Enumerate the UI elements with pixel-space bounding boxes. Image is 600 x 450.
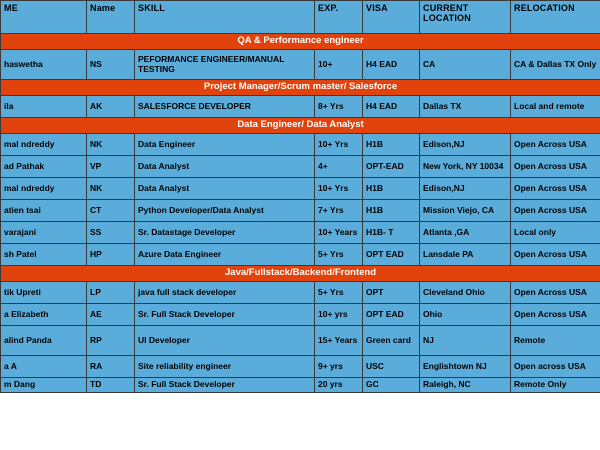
cell-visa: OPT-EAD <box>363 156 420 178</box>
cell-visa: USC <box>363 356 420 378</box>
cell-exp: 7+ Yrs <box>315 200 363 222</box>
cell-shortname: VP <box>87 156 135 178</box>
cell-relocation: Open Across USA <box>511 134 600 156</box>
cell-shortname: AK <box>87 96 135 118</box>
cell-location: New York, NY 10034 <box>420 156 511 178</box>
cell-name: ila <box>1 96 87 118</box>
cell-location: Dallas TX <box>420 96 511 118</box>
table-row[interactable] <box>1 156 600 178</box>
cell-shortname: TD <box>87 378 135 393</box>
cell-name: m Dang <box>1 378 87 393</box>
column-header-relocation: RELOCATION <box>511 1 600 34</box>
cell-shortname: AE <box>87 304 135 326</box>
column-header-shortname: Name <box>87 1 135 34</box>
cell-shortname: NS <box>87 50 135 80</box>
cell-relocation: Open Across USA <box>511 282 600 304</box>
cell-visa: H1B <box>363 178 420 200</box>
cell-exp: 10+ <box>315 50 363 80</box>
section-label: Data Engineer/ Data Analyst <box>1 118 600 134</box>
table-row[interactable] <box>1 378 600 393</box>
cell-name: ad Pathak <box>1 156 87 178</box>
cell-visa: GC <box>363 378 420 393</box>
section-label: QA & Performance engineer <box>1 34 600 50</box>
table-row[interactable] <box>1 50 600 80</box>
table-row[interactable] <box>1 96 600 118</box>
section-label: Java/Fullstack/Backend/Frontend <box>1 266 600 282</box>
section-row <box>1 266 600 282</box>
table-row[interactable] <box>1 356 600 378</box>
cell-skill: Data Analyst <box>135 178 315 200</box>
section-row <box>1 34 600 50</box>
section-row <box>1 118 600 134</box>
table-row[interactable] <box>1 282 600 304</box>
cell-exp: 10+ Yrs <box>315 178 363 200</box>
section-row <box>1 80 600 96</box>
cell-location: Edison,NJ <box>420 178 511 200</box>
cell-skill: Sr. Datastage Developer <box>135 222 315 244</box>
cell-location: Lansdale PA <box>420 244 511 266</box>
cell-shortname: RA <box>87 356 135 378</box>
cell-skill: Sr. Full Stack Developer <box>135 378 315 393</box>
cell-shortname: HP <box>87 244 135 266</box>
table-row[interactable] <box>1 200 600 222</box>
cell-location: Cleveland Ohio <box>420 282 511 304</box>
cell-location: CA <box>420 50 511 80</box>
cell-exp: 5+ Yrs <box>315 244 363 266</box>
cell-shortname: LP <box>87 282 135 304</box>
cell-name: tik Upreti <box>1 282 87 304</box>
cell-shortname: NK <box>87 134 135 156</box>
section-label: Project Manager/Scrum master/ Salesforce <box>1 80 600 96</box>
cell-location: Englishtown NJ <box>420 356 511 378</box>
cell-skill: Site reliability engineer <box>135 356 315 378</box>
table-row[interactable] <box>1 244 600 266</box>
table-row[interactable] <box>1 178 600 200</box>
cell-name: mal ndreddy <box>1 178 87 200</box>
column-header-current-location: CURRENT LOCATION <box>420 1 511 34</box>
cell-name: a Elizabeth <box>1 304 87 326</box>
cell-shortname: NK <box>87 178 135 200</box>
cell-relocation: Open Across USA <box>511 244 600 266</box>
cell-exp: 5+ Yrs <box>315 282 363 304</box>
cell-name: mal ndreddy <box>1 134 87 156</box>
cell-shortname: CT <box>87 200 135 222</box>
cell-skill: Python Developer/Data Analyst <box>135 200 315 222</box>
cell-shortname: RP <box>87 326 135 356</box>
cell-skill: java full stack developer <box>135 282 315 304</box>
column-header-visa: VISA <box>363 1 420 34</box>
cell-name: varajani <box>1 222 87 244</box>
cell-shortname: SS <box>87 222 135 244</box>
cell-relocation: Remote Only <box>511 378 600 393</box>
cell-relocation: Local and remote <box>511 96 600 118</box>
cell-relocation: Open Across USA <box>511 178 600 200</box>
cell-relocation: Remote <box>511 326 600 356</box>
cell-skill: Data Engineer <box>135 134 315 156</box>
cell-skill: PEFORMANCE ENGINEER/MANUAL TESTING <box>135 50 315 80</box>
cell-visa: OPT EAD <box>363 244 420 266</box>
cell-exp: 15+ Years <box>315 326 363 356</box>
cell-location: Edison,NJ <box>420 134 511 156</box>
cell-name: haswetha <box>1 50 87 80</box>
cell-visa: H1B <box>363 134 420 156</box>
cell-visa: H4 EAD <box>363 50 420 80</box>
cell-location: Atlanta ,GA <box>420 222 511 244</box>
cell-visa: H4 EAD <box>363 96 420 118</box>
cell-location: Raleigh, NC <box>420 378 511 393</box>
table-header-row <box>1 1 600 34</box>
cell-visa: OPT EAD <box>363 304 420 326</box>
cell-relocation: Local only <box>511 222 600 244</box>
cell-relocation: Open Across USA <box>511 156 600 178</box>
table-row[interactable] <box>1 304 600 326</box>
cell-skill: Sr. Full Stack Developer <box>135 304 315 326</box>
cell-exp: 10+ Yrs <box>315 134 363 156</box>
cell-exp: 4+ <box>315 156 363 178</box>
cell-visa: Green card <box>363 326 420 356</box>
table-row[interactable] <box>1 222 600 244</box>
cell-skill: SALESFORCE DEVELOPER <box>135 96 315 118</box>
cell-visa: H1B <box>363 200 420 222</box>
cell-relocation: Open across USA <box>511 356 600 378</box>
cell-visa: H1B- T <box>363 222 420 244</box>
cell-exp: 8+ Yrs <box>315 96 363 118</box>
cell-exp: 9+ yrs <box>315 356 363 378</box>
cell-location: Mission Viejo, CA <box>420 200 511 222</box>
cell-name: a A <box>1 356 87 378</box>
cell-location: Ohio <box>420 304 511 326</box>
cell-skill: Azure Data Engineer <box>135 244 315 266</box>
cell-skill: Data Analyst <box>135 156 315 178</box>
cell-exp: 20 yrs <box>315 378 363 393</box>
column-header-skill: SKILL <box>135 1 315 34</box>
cell-visa: OPT <box>363 282 420 304</box>
column-header-exp: EXP. <box>315 1 363 34</box>
cell-name: sh Patel <box>1 244 87 266</box>
table-row[interactable] <box>1 326 600 356</box>
cell-name: alind Panda <box>1 326 87 356</box>
table-row[interactable] <box>1 134 600 156</box>
cell-exp: 10+ yrs <box>315 304 363 326</box>
cell-location: NJ <box>420 326 511 356</box>
cell-relocation: Open Across USA <box>511 200 600 222</box>
cell-skill: UI Developer <box>135 326 315 356</box>
cell-name: atien tsai <box>1 200 87 222</box>
column-header-name: ME <box>1 1 87 34</box>
cell-relocation: CA & Dallas TX Only <box>511 50 600 80</box>
cell-exp: 10+ Years <box>315 222 363 244</box>
cell-relocation: Open Across USA <box>511 304 600 326</box>
